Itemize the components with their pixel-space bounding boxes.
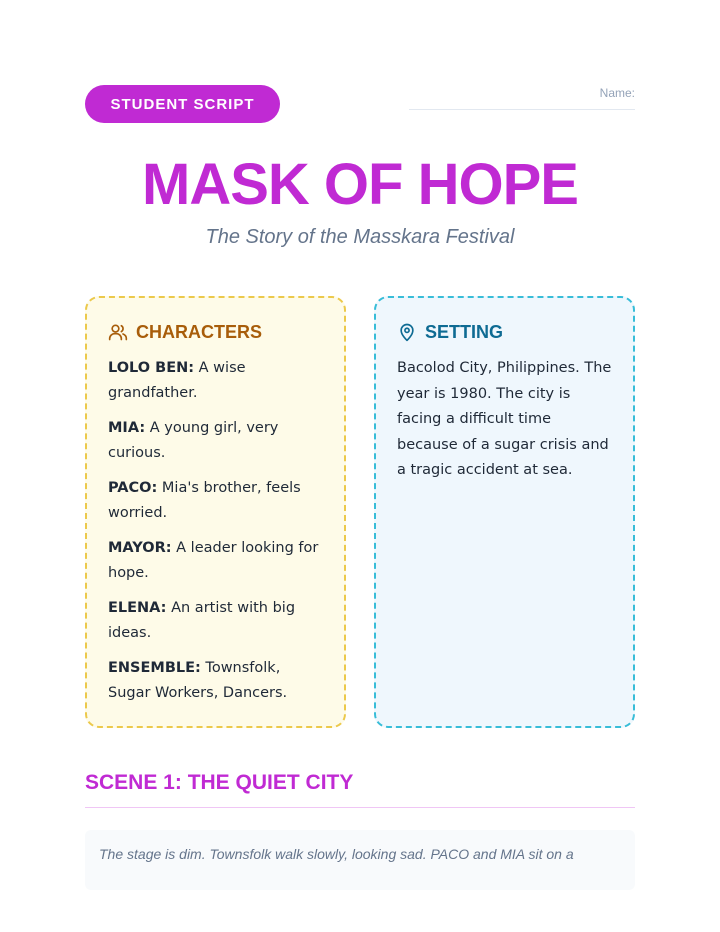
- character-name: PACO:: [108, 480, 158, 496]
- name-field-line[interactable]: [409, 109, 635, 110]
- characters-heading: [108, 320, 324, 344]
- student-script-badge: STUDENT SCRIPT: [85, 85, 280, 123]
- character-item: [108, 476, 324, 526]
- character-item: [108, 656, 324, 706]
- users-icon: [108, 322, 128, 342]
- page-subtitle: The Story of the Masskara Festival: [205, 226, 515, 248]
- map-pin-icon: [397, 322, 417, 342]
- character-description: A wise grandfather.: [108, 360, 246, 401]
- character-item: [108, 416, 324, 466]
- character-description: Townsfolk, Sugar Workers, Dancers.: [108, 660, 288, 701]
- character-name: ELENA:: [108, 600, 167, 616]
- character-name: MAYOR:: [108, 540, 172, 556]
- character-name: LOLO BEN:: [108, 360, 195, 376]
- character-list: [108, 356, 324, 706]
- setting-heading-label: SETTING: [425, 321, 504, 342]
- setting-heading: [397, 320, 613, 344]
- characters-card: [85, 296, 346, 728]
- scene-title: SCENE 1: THE QUIET CITY: [85, 771, 354, 794]
- character-name: ENSEMBLE:: [108, 660, 201, 676]
- character-name: MIA:: [108, 420, 146, 436]
- name-label: Name:: [599, 86, 635, 100]
- page-title: MASK OF HOPE: [142, 152, 578, 217]
- character-item: [108, 356, 324, 406]
- setting-description: Bacolod City, Philippines. The year is 1980. The city is facing a difficult time because of a sugar crisis and a tragic accident at sea.: [397, 360, 612, 478]
- character-description: A leader looking for hope.: [108, 540, 319, 581]
- character-description: Mia's brother, feels worried.: [108, 480, 301, 521]
- character-item: [108, 536, 324, 586]
- scene-divider: [85, 807, 635, 808]
- character-description: An artist with big ideas.: [108, 600, 296, 641]
- character-description: A young girl, very curious.: [108, 420, 279, 461]
- character-item: [108, 596, 324, 646]
- setting-card: [374, 296, 635, 728]
- stage-direction-text: The stage is dim. Townsfolk walk slowly, looking sad. PACO and MIA sit on a: [99, 846, 574, 862]
- characters-heading-label: CHARACTERS: [136, 321, 262, 342]
- stage-direction-box: [85, 830, 635, 890]
